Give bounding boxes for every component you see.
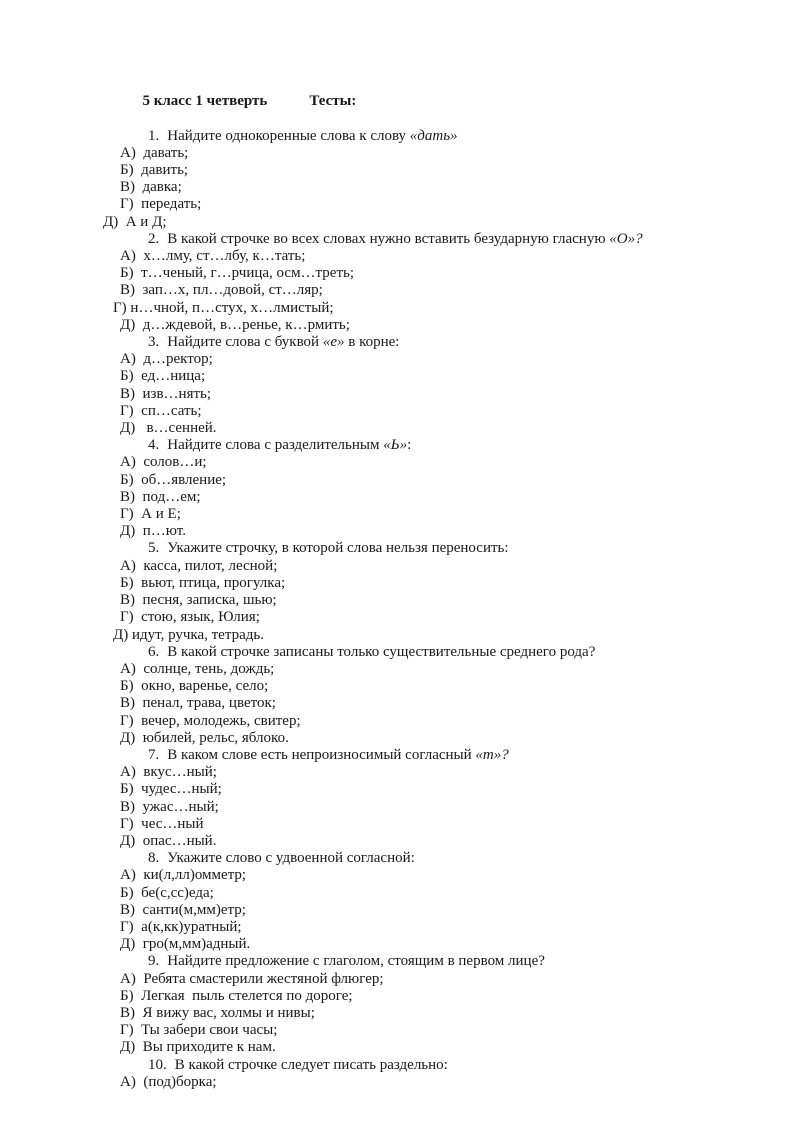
option-line: Г) н…чной, п…стух, х…лмистый; xyxy=(113,299,334,316)
option-line: А) х…лму, ст…лбу, к…тать; xyxy=(120,248,306,265)
question-8-line xyxy=(120,850,785,867)
option-line: Б) Легкая пыль стелется по дороге; xyxy=(120,987,353,1004)
question-number: 1. xyxy=(148,127,160,144)
document-subtitle: Тесты: xyxy=(309,93,357,110)
question-text: Найдите однокоренные слова к слову xyxy=(167,127,410,144)
question-text: Укажите слово с удвоенной согласной: xyxy=(167,850,415,867)
option-line: В) Я вижу вас, холмы и нивы; xyxy=(120,1004,315,1021)
question-text-after: : xyxy=(407,437,412,454)
question-quoted-term: «дать» xyxy=(409,127,458,144)
question-quoted-term: «Ь» xyxy=(383,437,408,454)
option-line: Б) ед…ница; xyxy=(120,368,206,385)
question-number: 7. xyxy=(148,746,160,763)
question-block-3 xyxy=(120,334,785,437)
option-line: Б) давить; xyxy=(120,162,189,179)
option-line: Г) а(к,кк)уратный; xyxy=(120,918,242,935)
option-line: А) Ребята смастерили жестяной флюгер; xyxy=(120,970,384,987)
option-line: В) ужас…ный; xyxy=(120,798,219,815)
option-line: Г) Ты забери свои часы; xyxy=(120,1022,278,1039)
option-line: Б) об…явление; xyxy=(120,471,227,488)
option-line: Б) чудес…ный; xyxy=(120,781,222,798)
option-line: Д) опас…ный. xyxy=(120,832,217,849)
option-line: Г) сп…сать; xyxy=(120,402,202,419)
question-3-line xyxy=(120,334,785,351)
option-line: Д) Вы приходите к нам. xyxy=(120,1039,276,1056)
option-line: А) д…ректор; xyxy=(120,351,213,368)
option-line: Д) идут, ручка, тетрадь. xyxy=(113,626,264,643)
option-line: А) ки(л,лл)омметр; xyxy=(120,867,247,884)
question-quoted-term: «О»? xyxy=(609,230,643,247)
option-line: Г) передать; xyxy=(120,196,202,213)
option-line: А) касса, пилот, лесной; xyxy=(120,557,278,574)
option-line: Г) стою, язык, Юлия; xyxy=(120,609,260,626)
question-text: В какой строчке записаны только существительные среднего рода? xyxy=(167,643,596,660)
option-line: В) изв…нять; xyxy=(120,385,212,402)
question-text: В какой строчке следует писать раздельно: xyxy=(174,1056,448,1073)
option-line: В) пенал, трава, цветок; xyxy=(120,695,276,712)
question-7-line xyxy=(120,747,785,764)
option-line: Б) бе(с,сс)еда; xyxy=(120,884,214,901)
question-quoted-term: «е» xyxy=(322,334,345,351)
question-text: Найдите предложение с глаголом, стоящим в первом лице? xyxy=(167,953,545,970)
question-block-4 xyxy=(120,437,785,540)
option-line: Б) вьют, птица, прогулка; xyxy=(120,574,286,591)
question-number: 3. xyxy=(148,334,160,351)
question-text: В каком слове есть непроизносимый согласный xyxy=(167,746,476,763)
option-line: Б) окно, варенье, село; xyxy=(120,678,269,695)
option-line: А) (под)борка; xyxy=(120,1073,217,1090)
option-line: В) зап…х, пл…довой, ст…ляр; xyxy=(120,282,323,299)
question-block-5 xyxy=(113,540,785,643)
question-number: 5. xyxy=(148,540,160,557)
option-line: Д) А и Д; xyxy=(103,213,167,230)
question-block-1 xyxy=(103,127,785,231)
question-number: 9. xyxy=(148,953,160,970)
option-line: Д) гро(м,мм)адный. xyxy=(120,936,251,953)
document-content xyxy=(103,76,785,1091)
question-quoted-term: «т»? xyxy=(475,746,509,763)
option-line: Д) д…ждевой, в…ренье, к…рмить; xyxy=(120,316,350,333)
question-block-7 xyxy=(120,747,785,850)
question-10-line xyxy=(120,1057,785,1074)
question-4-line xyxy=(120,437,785,454)
question-block-10 xyxy=(120,1057,785,1091)
option-line: В) песня, записка, шью; xyxy=(120,592,277,609)
question-5-line xyxy=(120,540,785,557)
question-number: 4. xyxy=(148,437,160,454)
question-text: Найдите слова с разделительным xyxy=(167,437,384,454)
option-line: Д) в…сенней. xyxy=(120,420,217,437)
question-text: Найдите слова с буквой xyxy=(167,334,323,351)
question-9-line xyxy=(120,953,785,970)
question-block-2 xyxy=(113,230,785,334)
option-line: Д) п…ют. xyxy=(120,523,186,540)
question-block-8 xyxy=(120,850,785,953)
question-block-9 xyxy=(120,953,785,1056)
option-line: А) солнце, тень, дождь; xyxy=(120,660,275,677)
question-block-6 xyxy=(120,644,785,747)
option-line: Г) вечер, молодежь, свитер; xyxy=(120,712,301,729)
question-text: В какой строчке во всех словах нужно вставить безударную гласную xyxy=(167,230,610,247)
option-line: Г) чес…ный xyxy=(120,815,204,832)
question-text-after: в корне: xyxy=(344,334,400,351)
question-number: 2. xyxy=(148,230,160,247)
option-line: В) под…ем; xyxy=(120,488,201,505)
option-line: А) давать; xyxy=(120,144,189,161)
document-header xyxy=(120,76,785,128)
option-line: А) солов…и; xyxy=(120,454,207,471)
question-number: 6. xyxy=(148,643,160,660)
option-line: Б) т…ченый, г…рчица, осм…треть; xyxy=(120,265,355,282)
question-1-line xyxy=(120,128,785,145)
option-line: В) давка; xyxy=(120,179,182,196)
option-line: В) санти(м,мм)етр; xyxy=(120,901,246,918)
option-line: Д) юбилей, рельс, яблоко. xyxy=(120,729,289,746)
option-line: Г) А и Е; xyxy=(120,506,181,523)
question-2-line xyxy=(120,231,785,248)
question-number: 8. xyxy=(148,850,160,867)
document-title: 5 класс 1 четверть xyxy=(142,93,268,110)
question-text: Укажите строчку, в которой слова нельзя переносить: xyxy=(167,540,509,557)
question-6-line xyxy=(120,644,785,661)
question-number: 10. xyxy=(148,1056,167,1073)
option-line: А) вкус…ный; xyxy=(120,764,217,781)
